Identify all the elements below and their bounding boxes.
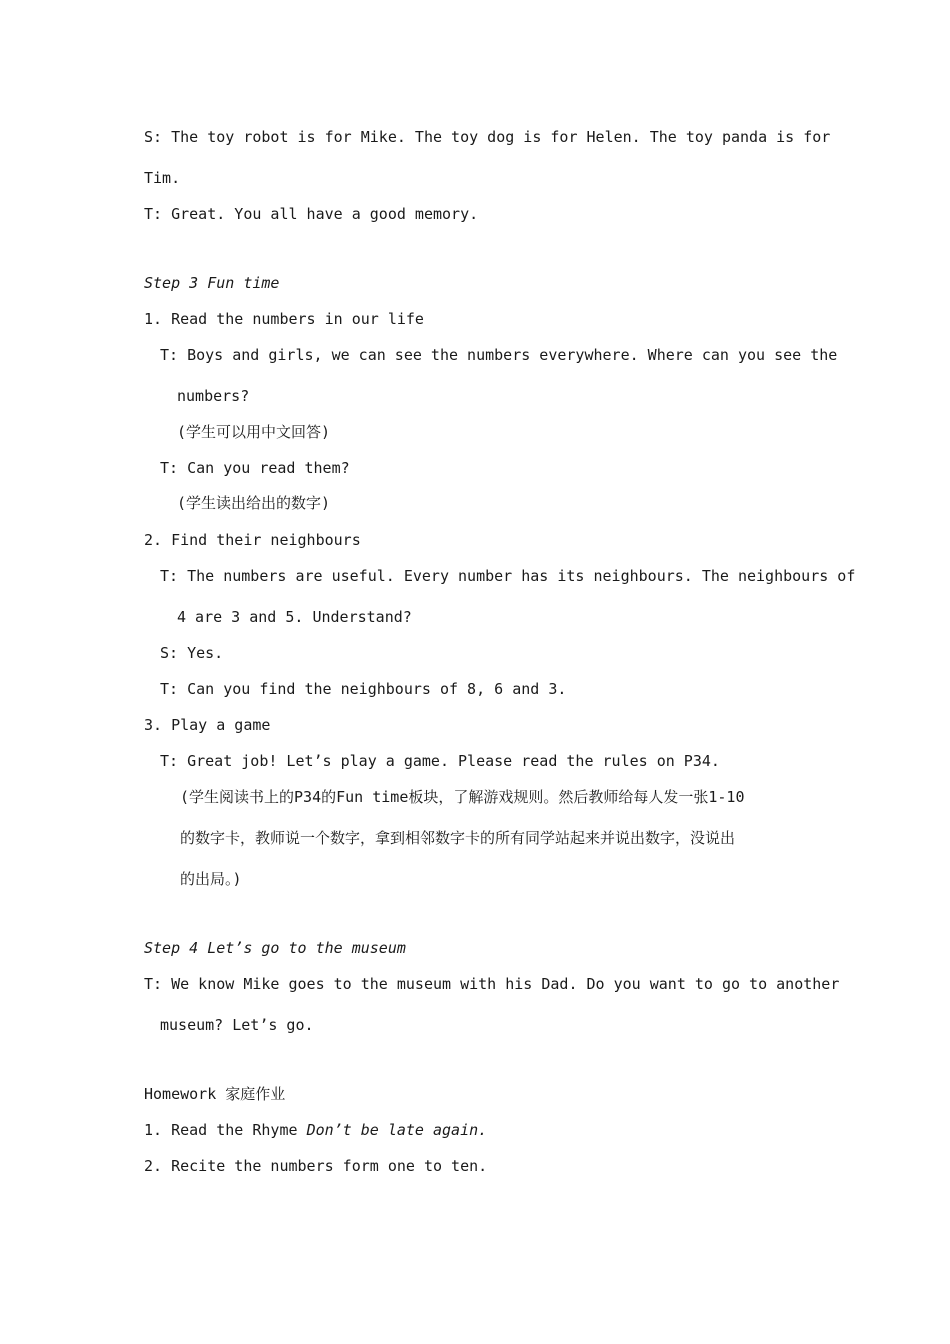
step3-item1-teacher-line-2: T: Can you read them? — [160, 459, 350, 477]
dialogue-student-line: S: The toy robot is for Mike. The toy dog is for Helen. The toy panda is for — [144, 128, 831, 146]
homework-item-1-prefix: 1. Read the Rhyme — [144, 1121, 307, 1139]
step4-teacher-line-cont: museum? Let’s go. — [160, 1016, 314, 1034]
homework-heading: Homework 家庭作业 — [144, 1085, 286, 1103]
step3-item3-teacher-line: T: Great job! Let’s play a game. Please read the rules on P34. — [160, 752, 720, 770]
step3-item2-teacher-line-2: T: Can you find the neighbours of 8, 6 and 3. — [160, 680, 567, 698]
step3-item2-teacher-line: T: The numbers are useful. Every number has its neighbours. The neighbours of — [160, 567, 856, 585]
rhyme-title: Don’t be late again. — [306, 1121, 488, 1139]
step4-teacher-line: T: We know Mike goes to the museum with his Dad. Do you want to go to another — [144, 975, 840, 993]
homework-item-2: 2. Recite the numbers form one to ten. — [144, 1157, 488, 1175]
step3-heading: Step 3 Fun time — [144, 274, 280, 292]
step3-item1-title: 1. Read the numbers in our life — [144, 310, 424, 328]
dialogue-student-line-cont: Tim. — [144, 169, 181, 187]
step3-item3-note-cont: 的数字卡，教师说一个数字，拿到相邻数字卡的所有同学站起来并说出数字，没说出 — [180, 829, 736, 847]
step4-heading: Step 4 Let’s go to the museum — [144, 939, 406, 957]
step3-item1-note: (学生可以用中文回答) — [177, 423, 331, 441]
step3-item2-title: 2. Find their neighbours — [144, 531, 361, 549]
dialogue-teacher-line: T: Great. You all have a good memory. — [144, 205, 479, 223]
step3-item3-note-end: 的出局。) — [180, 870, 242, 888]
step3-item1-note-2: (学生读出给出的数字) — [177, 494, 331, 512]
step3-item2-student-line: S: Yes. — [160, 644, 224, 662]
step3-item3-title: 3. Play a game — [144, 716, 271, 734]
step3-item1-teacher-line-cont: numbers? — [177, 387, 250, 405]
homework-item-1 — [144, 1120, 487, 1140]
step3-item2-teacher-line-cont: 4 are 3 and 5. Understand? — [177, 608, 412, 626]
step3-item1-teacher-line: T: Boys and girls, we can see the numbers everywhere. Where can you see the — [160, 346, 838, 364]
step3-item3-note: (学生阅读书上的P34的Fun time板块，了解游戏规则。然后教师给每人发一张1-10 — [180, 788, 745, 806]
